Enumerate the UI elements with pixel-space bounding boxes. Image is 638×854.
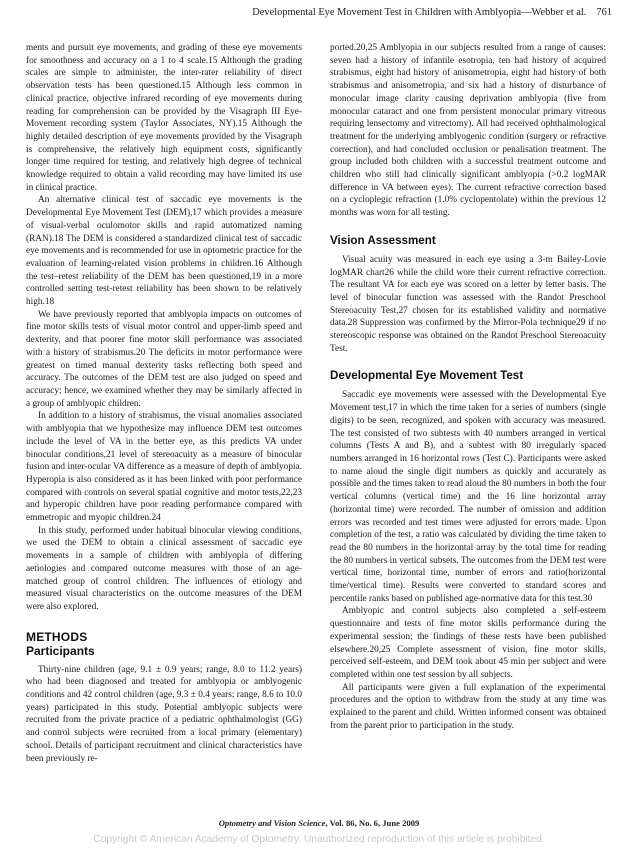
journal-citation: , Vol. 86, No. 6, June 2009 xyxy=(325,818,420,828)
copyright-notice: Copyright © American Academy of Optometry. Unauthorized reproduction of this article is prohibited. xyxy=(93,834,545,845)
dem-heading: Developmental Eye Movement Test xyxy=(330,369,524,383)
journal-name: Optometry and Vision Science xyxy=(218,818,326,828)
running-title: Developmental Eye Movement Test in Children with Amblyopia—Webber et al. xyxy=(252,7,587,18)
page-number: 761 xyxy=(596,7,612,18)
participants-heading: Participants xyxy=(26,643,95,658)
right-paragraph-2: Visual acuity was measured in each eye using a 3-m Bailey-Lovie logMAR chart26 while the child wore their current refractive correction. The resultant VA for each eye was scored on a letter by letter basis. The level of binocular function was assessed with the Randot Preschool Stereoacuity Test,27 chosen for its established validity and normative data.28 Suppression was confirmed by the Mirror-Pola technique29 if no stereoscopic response was obtained on the Randot Preschool Stereoacuity Test. xyxy=(330,254,606,354)
left-column xyxy=(26,42,302,765)
right-paragraph-1: ported.20,25 Amblyopia in our subjects resulted from a range of causes: seven had a history of infantile esotropia, ten had history of acquired strabismus, eight had history of anisometropia, eight had history of both strabismus and anisometropia, and six had a history of disturbance of monocular image clarity causing deprivation amblyopia (five from monocular cataract and one from persistent monocular primary vitreous requiring lensectomy and vitrectomy). All had received ophthalmological treatment for the underlying amblyogenic condition (surgery or refractive correction), and had concluded occlusion or penalisation treatment. The group included both children with a successful treatment outcome and children who still had clinically significant amblyopia (>0.2 logMAR difference in VA between eyes). The current refractive correction based on a cycloplegic refraction (1.0% cyclopentolate) within the previous 12 months was worn for all testing. xyxy=(330,43,606,219)
left-paragraph-1: ments and pursuit eye movements, and grading of these eye movements for smoothness and accuracy on a 1 to 4 scale.15 Although the grading scales are simple to administer, the inter-rater reliability of direct observation tests has been questioned.15 Although less common in clinical practice, objective infrared recording of eye movements during reading for comprehension can be provided by the Visagraph III Eye-Movement recording system (Taylor Associates, NY).15 Although the highly detailed description of eye movements provided by the Visagraph is comprehensive, the relatively high equipment costs, significantly longer time required for testing, and relatively high degree of technical knowledge required to obtain a valid recording may have limited its use in clinical practice. xyxy=(26,43,302,193)
running-head xyxy=(26,6,612,19)
left-paragraph-3: We have previously reported that amblyopia impacts on outcomes of fine motor skills tests of visual motor control and upper-limb speed and dexterity, and that poorer fine motor skill performance was associated with a history of strabismus.20 The deficits in motor performance were greatest on timed manual dexterity tasks reflecting both speed and accuracy. The outcomes of the DEM test are also judged on speed and accuracy; hence, we examined whether they may be similarly affected in a group of amblyopic children. xyxy=(26,309,302,409)
left-paragraph-2: An alternative clinical test of saccadic eye movements is the Developmental Eye Movement Test (DEM),17 which provides a measure of visual-verbal oculomotor skills and rapid automatized naming (RAN).18 The DEM is considered a standardized clinical test of saccadic eye movements and is recommended for use in optometric practice for the evaluation of learning-related vision problems in children.16 Although the test–retest reliability of the DEM has been questioned,19 in a more controlled setting test-retest reliability has been shown to be relatively high.18 xyxy=(26,195,302,308)
vision-assessment-heading: Vision Assessment xyxy=(330,233,436,247)
journal-footer xyxy=(0,818,638,828)
right-paragraph-3: Saccadic eye movements were assessed with the Developmental Eye Movement test,17 in which the time taken for a series of numbers (single digits) to be seen, recognized, and spoken with accuracy was measured. The test consisted of two subtests with 40 numbers arranged in vertical columns (Tests A and B), and a subtest with 80 irregularly spaced numbers arranged in 16 horizontal rows (Test C). Participants were asked to name aloud the single digit numbers as quickly and accurately as possible and the times taken to read aloud the 80 numbers in both the four vertical columns (vertical time) and the 16 line horizontal array (horizontal time) were recorded. The number of omission and addition errors was recorded and test times were adjusted for errors made. Upon completion of the test, a ratio was calculated by dividing the time taken to read the 80 numbers in the horizontal array by the total time for reading the 80 numbers in vertical subsets. The outcomes from the DEM test were vertical time, horizontal time, number of errors and ratio(horizontal time/vertical time). Results were converted to standard scores and percentile ranks based on published age-normative data for this test.30 xyxy=(330,390,606,604)
methods-heading: METHODS xyxy=(26,629,88,644)
right-paragraph-4: Amblyopic and control subjects also completed a self-esteem questionnaire and tests of fine motor skills performance during the experimental session; the findings of these tests have been published elsewhere.20,25 Complete assessment of vision, fine motor skills, perceived self-esteem, and DEM took about 45 min per subject and were completed within one test session by all subjects. xyxy=(330,606,606,680)
left-paragraph-6: Thirty-nine children (age, 9.1 ± 0.9 years; range, 8.0 to 11.2 years) who had been diagnosed and treated for amblyopia or amblyogenic conditions and 42 control children (age, 9.3 ± 0.4 years; range, 8.6 to 10.0 years) participated in this study. Potential amblyopic subjects were recruited from the private practice of a pediatric ophthalmologist (GG) and control subjects were recruited from a local primary (elementary) school. Details of participant recruitment and clinical characteristics have been previously re- xyxy=(26,664,302,764)
right-column xyxy=(330,42,606,732)
left-paragraph-4: In addition to a history of strabismus, the visual anomalies associated with amblyopia that we hypothesize may influence DEM test outcomes include the level of VA in the better eye, as this predicts VA under binocular conditions,21 level of stereoacuity as a measure of binocular fusion and inter-ocular VA difference as a measure of depth of amblyopia. Hyperopia is also considered as it has been linked with poor performance compared with controls on several spatial cognitive and motor tests,22,23 and hyperopic children have poor reading performance compared with emmetropic and myopic children.24 xyxy=(26,411,302,524)
left-paragraph-5: In this study, performed under habitual binocular viewing conditions, we used the DEM to obtain a clinical assessment of saccadic eye movements in a sample of children with amblyopia of differing aetiologies and compared outcome measures with those of an age-matched group of control children. The influences of etiology and measured visual characteristics on the outcome measures of the DEM were also explored. xyxy=(26,525,302,612)
right-paragraph-5: All participants were given a full explanation of the experimental procedures and the option to withdraw from the study at any time was explained to the parent and child. Written informed consent was obtained from the parent prior to participation in the study. xyxy=(330,682,606,731)
